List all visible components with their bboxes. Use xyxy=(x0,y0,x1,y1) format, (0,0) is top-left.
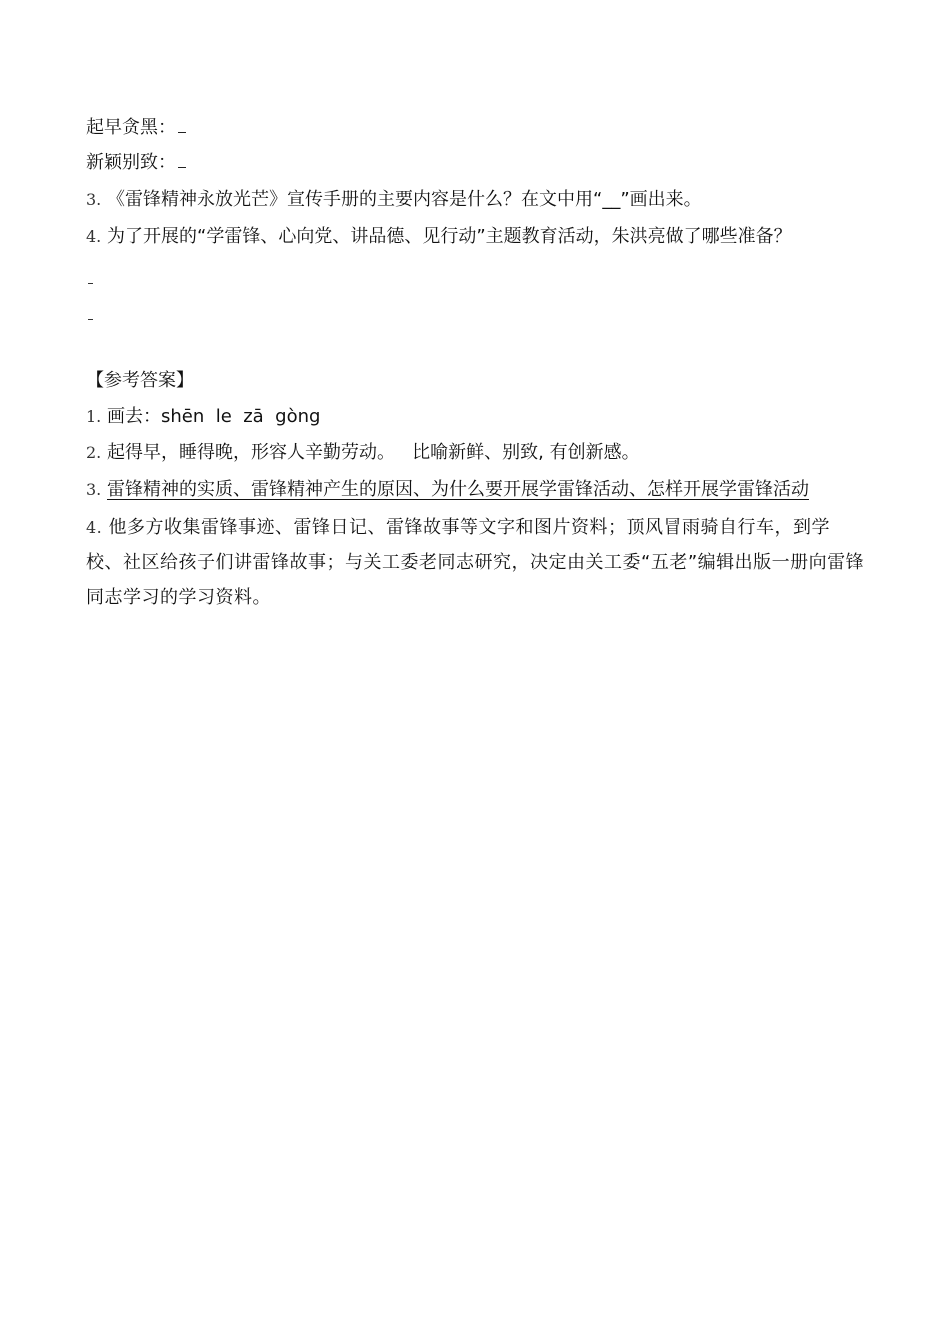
answer-3-text: 雷锋精神的实质、雷锋精神产生的原因、为什么要开展学雷锋活动、怎样开展学雷锋活动 xyxy=(107,479,809,500)
term1-line xyxy=(86,116,186,140)
answer-4 xyxy=(86,510,866,615)
term2-line xyxy=(86,151,186,175)
term2-answer-blank[interactable] xyxy=(178,151,186,168)
term1-answer-blank[interactable] xyxy=(178,116,186,133)
question-3-text: 《雷锋精神永放光芒》宣传手册的主要内容是什么？在文中用“__”画出来。 xyxy=(107,189,702,210)
answer-1-number: 1. xyxy=(86,407,102,426)
answers-heading: 【参考答案】 xyxy=(86,370,194,391)
answer-3 xyxy=(86,478,809,502)
term2-label: 新颖别致： xyxy=(86,152,176,173)
answer-1-text: 画去：shēn le zā gòng xyxy=(107,406,321,427)
answer-2-number: 2. xyxy=(86,443,102,462)
answer-3-number: 3. xyxy=(86,480,102,499)
question-4 xyxy=(86,225,792,249)
answer-4-number: 4. xyxy=(86,518,103,537)
answer-1 xyxy=(86,405,320,429)
answer-line-1[interactable] xyxy=(88,283,93,284)
answer-2-text: 起得早，睡得晚，形容人辛勤劳动。 比喻新鲜、别致, 有创新感。 xyxy=(107,442,640,463)
question-4-number: 4. xyxy=(86,227,102,246)
term1-label: 起早贪黑： xyxy=(86,117,176,138)
question-4-text: 为了开展的“学雷锋、心向党、讲品德、见行动”主题教育活动，朱洪亮做了哪些准备？ xyxy=(107,226,792,247)
question-3-number: 3. xyxy=(86,190,102,209)
answer-4-text: 他多方收集雷锋事迹、雷锋日记、雷锋故事等文字和图片资料；顶风冒雨骑自行车，到学校、社区给孩子们讲雷锋故事；与关工委老同志研究，决定由关工委“五老”编辑出版一册向雷锋同志学习的学习资料。 xyxy=(86,517,865,608)
question-3 xyxy=(86,188,702,212)
answer-line-2[interactable] xyxy=(88,319,93,320)
answer-2 xyxy=(86,441,640,465)
